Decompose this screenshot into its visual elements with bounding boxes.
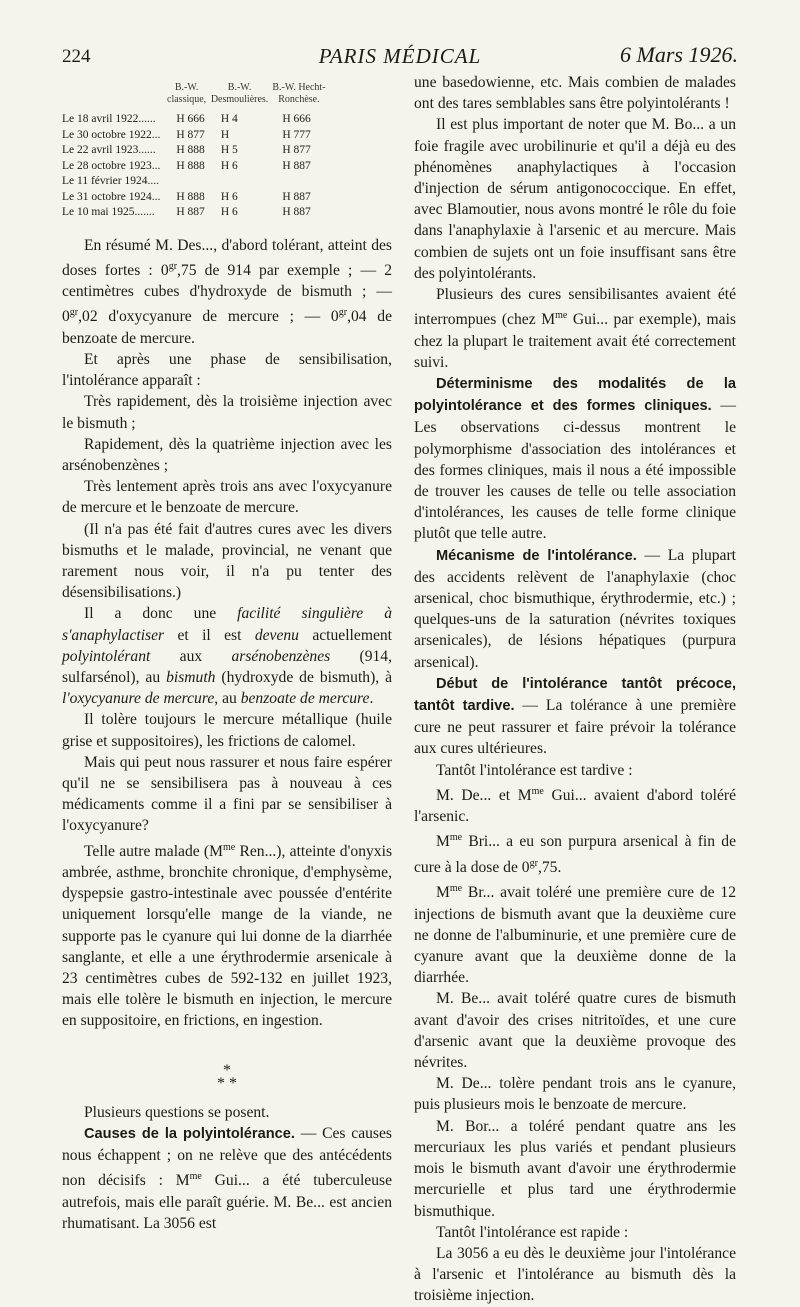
table-row: Le 22 avril 1923...... H 888 H 5 H 877 xyxy=(62,144,311,156)
paragraph: M. Be... avait toléré quatre cures de bismuth avant d'avoir des crises nitritoïdes, et une cure d'arsenic avant que la deuxième provoque des névrites. xyxy=(414,990,736,1072)
paragraph: La 3056 a eu dès le deuxième jour l'intolérance à l'arsenic et l'intolérance au bismuth dès la troisième injection. xyxy=(414,1244,736,1305)
section-separator: * * * xyxy=(217,1061,237,1092)
paragraph: Très lentement après trois ans avec l'oxycyanure de mercure et le benzoate de mercure. xyxy=(62,478,392,517)
section-heading-determinisme: Déterminisme des modalités de la polyintolérance et des formes cliniques. xyxy=(414,376,736,415)
paragraph: M. De... et $M^{me}$ Gui... avaient d'abord toléré l'arsenic. xyxy=(414,785,736,826)
section-heading-mecanisme: Mécanisme de l'intolérance. xyxy=(436,547,637,564)
paragraph: Début de l'intolérance tantôt précoce, tantôt tardive. — La tolérance à une première cure ne peut rassurer et faire prévoir la tolérance aux cures ultérieures. xyxy=(414,675,736,758)
paragraph: une basedowienne, etc. Mais combien de malades ont des tares semblables sans être polyintolérants ! xyxy=(414,74,736,113)
paragraph: Il tolère toujours le mercure métallique (huile grise et suppositoires), les frictions de calomel. xyxy=(62,711,392,750)
paragraph: Tantôt l'intolérance est tardive : xyxy=(436,761,633,779)
paragraph: Mais qui peut nous rassurer et nous faire espérer qu'il ne se sensibilisera pas à nouveau à ces médicaments comme il a fini par se sensibiliser à l'oxycyanure? xyxy=(62,753,392,835)
paragraph: Causes de la polyintolérance. — Ces causes nous échappent ; on ne relève que des antécédents non décisifs : $M^{me}$ Gui... a été tuberculeuse autrefois, mais elle paraît guérie. M. Be... est ancien rhumatisant. La 3056 est xyxy=(62,1124,393,1232)
table-row: Le 30 octobre 1922... H 877 H H 777 xyxy=(62,128,311,141)
table-row: Le 10 mai 1925....... H 887 H 6 H 887 xyxy=(62,206,311,218)
serology-table xyxy=(62,82,328,221)
table-row: Le 18 avril 1922...... H 666 H 4 H 666 xyxy=(62,113,311,125)
paragraph: (Il n'a pas été fait d'autres cures avec les divers bismuths et le malade, provincial, ne venant que rarement nous voir, il n'a pu tenter des désensibilisations.) xyxy=(62,520,392,602)
paragraph: $M^{me}$ Br... avait toléré une première cure de 12 injections de bismuth avant que la deuxième cure ne donne de l'albuminurie, et une première cure de cyanure avant que la deuxième donne de la diarrhée. xyxy=(414,883,736,987)
paragraph: M. Bor... a toléré pendant quatre ans les mercuriaux les plus variés et pendant plusieurs mois le bismuth avant d'avoir une érythrodermie mercurielle et plus tard une érythrodermie bismuthique. xyxy=(414,1117,736,1220)
table-header-hecht: B.-W. Hecht- Ronchèse. xyxy=(272,82,326,105)
table-row: Le 11 février 1924.... xyxy=(62,175,159,187)
table-row: Le 31 octobre 1924... H 888 H 6 H 887 xyxy=(62,190,311,203)
paragraph: Plusieurs questions se posent. xyxy=(84,1103,270,1121)
paragraph: Telle autre malade ($M^{me}$ Ren...), atteinte d'onyxis ambrée, asthme, bronchite chronique, d'emphysème, dyspepsie gastro-intestinale avec poussée d'entérite uniquement lorsqu'elle mange de la viande, ne supporte pas le cyanure qui lui donne de la diarrhée sanglante, et elle a une érythrodermie arsenicale à 23 centimètres cubes de 592-132 en juillet 1923, mais elle tolère le bismuth en injection, le mercure en suppositoire, en frictions, en ingestion. xyxy=(62,841,393,1030)
paragraph: Très rapidement, dès la troisième injection avec le bismuth ; xyxy=(62,393,392,432)
page-header xyxy=(62,42,738,72)
paragraph: Et après une phase de sensibilisation, l'intolérance apparaît : xyxy=(62,350,392,390)
paragraph: Mécanisme de l'intolérance. — La plupart des accidents relèvent de l'anaphylaxie (choc arsenical, choc bismuthique, érythrodermie, etc.) ; quelques-uns de la saturation (névrites toxiques arsenicales), de lésions hépatiques (purpura arsenical). xyxy=(414,546,736,671)
page-number: 224 xyxy=(62,46,91,67)
paragraph: En résumé M. Des..., d'abord tolérant, atteint des doses fortes : $0^{gr},75$ de 914 par exemple ; — 2 centimètres cubes d'hydroxyde de bismuth ; — $0^{gr},02$ d'oxycyanure de mercure ; — $0^{gr},04$ de benzoate de mercure. xyxy=(62,236,393,347)
section-heading-debut: Début de l'intolérance tantôt précoce, tantôt tardive. xyxy=(414,675,736,715)
section-heading-causes: Causes de la polyintolérance. xyxy=(84,1125,295,1142)
paragraph: Il est plus important de noter que M. Bo... a un foie fragile avec urobilinurie et qu'il a déjà eu des phénomènes anaphylactiques à l'occasion d'injection de sérum antigonococcique. En effet, avec Blamoutier, nous avons montré le rôle du foie dans l'anaphylaxie à l'arsenic et au mercure. Mais combien de sujets ont un foie insuffisant sans être des polyintolérants. xyxy=(414,116,736,282)
table-row: Le 28 octobre 1923... H 888 H 6 H 887 xyxy=(62,159,311,172)
table-header-desmoulieres: B.-W. Desmoulières. xyxy=(210,82,269,105)
left-column xyxy=(62,82,392,1234)
paragraph: M. De... tolère pendant trois ans le cyanure, puis plusieurs mois le benzoate de mercure. xyxy=(414,1075,736,1114)
paragraph: $M^{me}$ Bri... a eu son purpura arsenical à fin de cure à la dose de $0^{gr},75$. xyxy=(414,832,736,877)
paragraph: Déterminisme des modalités de la polyintolérance et des formes cliniques. — Les observations ci-dessus montrent le polymorphisme d'association des intolérances et des formes cliniques, mais il nous a été impossible de trouver les causes de telle ou telle association d'intolérances, les causes de telle forme clinique plutôt que telle autre. xyxy=(414,376,736,543)
paragraph: Plusieurs des cures sensibilisantes avaient été interrompues (chez $M^{me}$ Gui... par exemple), mais chez la plupart le traitement avait été correctement suivi. xyxy=(414,286,736,371)
journal-title: PARIS MÉDICAL xyxy=(318,44,482,68)
right-column xyxy=(414,72,736,1307)
paragraph: Il a donc une facilité singulière à s'anaphylactiser et il est devenu actuellement polyintolérant aux arsénobenzènes (914, sulfarsénol), au bismuth (hydroxyde de bismuth), à l'oxycyanure de mercure, au benzoate de mercure. xyxy=(62,605,393,708)
paragraph: Tantôt l'intolérance est rapide : xyxy=(436,1223,629,1241)
table-header-classique: B.-W. classique, xyxy=(167,82,207,105)
issue-date: 6 Mars 1926. xyxy=(620,42,738,67)
paragraph: Rapidement, dès la quatrième injection avec les arsénobenzènes ; xyxy=(62,435,392,474)
